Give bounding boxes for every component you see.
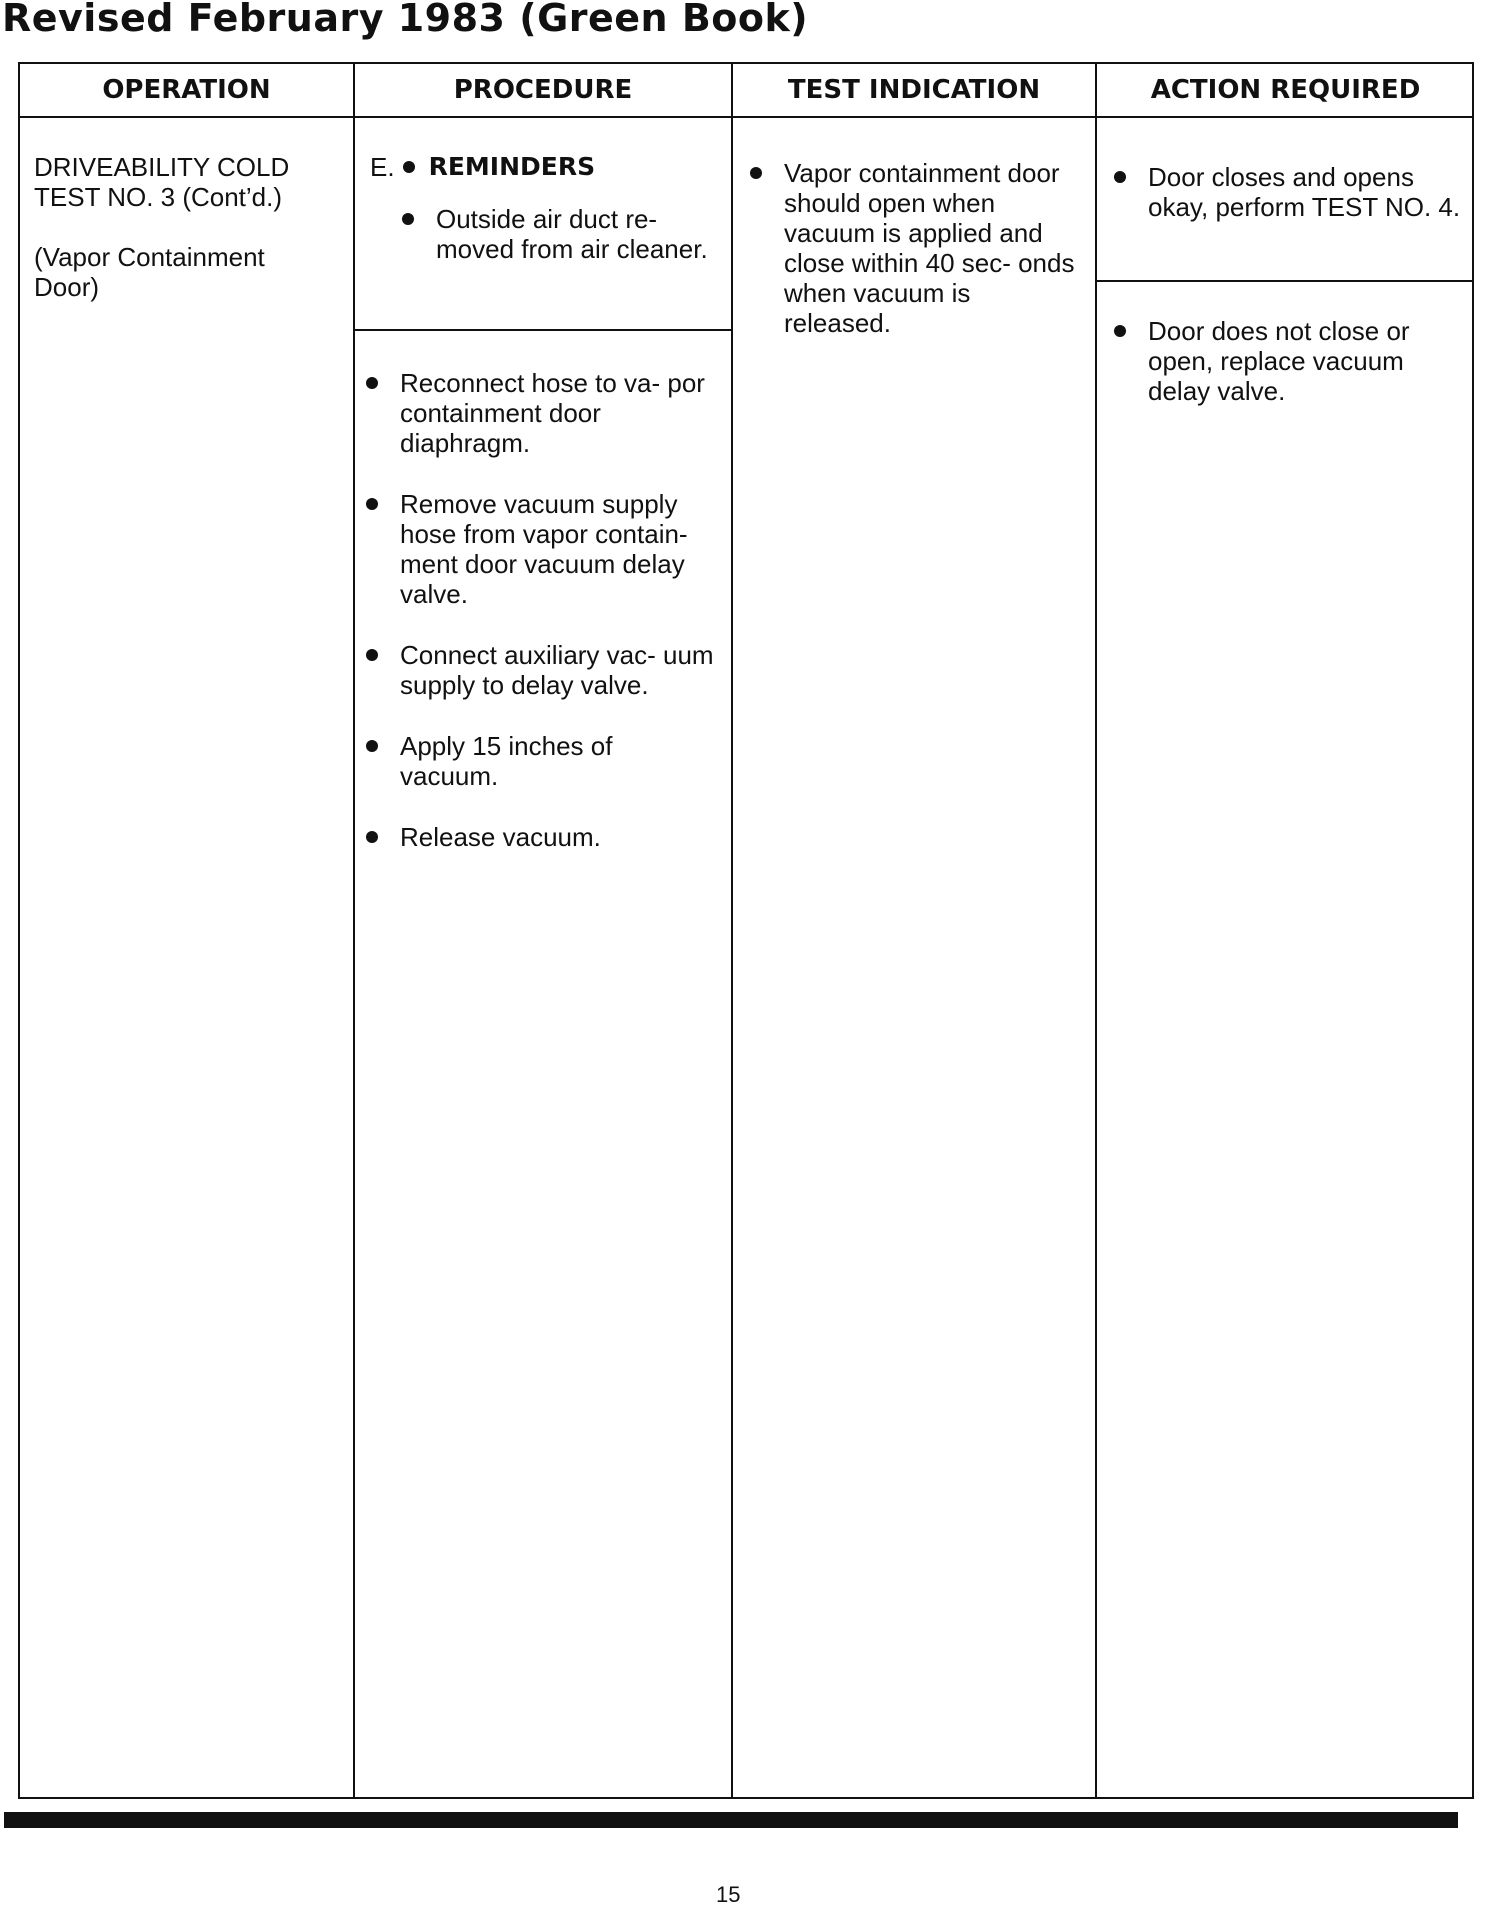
step-text: Apply 15 inches of vacuum. bbox=[400, 731, 613, 791]
step-text: Remove vacuum supply hose from vapor contain- ment door vacuum delay valve. bbox=[400, 489, 688, 609]
step-text: Connect auxiliary vac- uum supply to delay valve. bbox=[400, 640, 714, 700]
bullet-icon bbox=[366, 831, 378, 843]
list-item bbox=[400, 204, 710, 264]
column-header-procedure: PROCEDURE bbox=[453, 75, 633, 105]
action-text: Door closes and opens okay, perform TEST NO. 4. bbox=[1148, 162, 1461, 222]
column-divider bbox=[731, 64, 733, 1797]
step-text: Reconnect hose to va- por containment door diaphragm. bbox=[400, 368, 705, 458]
list-item bbox=[364, 489, 714, 609]
reminders-block bbox=[370, 152, 710, 295]
test-indication-cell bbox=[748, 158, 1083, 369]
bullet-icon bbox=[366, 498, 378, 510]
bullet-icon bbox=[402, 213, 414, 225]
operation-subtitle-line: (Vapor Containment bbox=[34, 242, 265, 272]
action-text: Door does not close or open, replace vacuum delay valve. bbox=[1148, 316, 1410, 406]
reminders-heading bbox=[370, 152, 710, 182]
step-text: Release vacuum. bbox=[400, 822, 601, 852]
list-item bbox=[1112, 162, 1462, 222]
row-divider bbox=[1095, 280, 1472, 282]
list-item bbox=[1112, 316, 1462, 406]
page-title: Revised February 1983 (Green Book) bbox=[2, 0, 809, 40]
column-header-action-required: ACTION REQUIRED bbox=[1150, 75, 1421, 105]
action-cell-1 bbox=[1112, 162, 1462, 253]
procedure-table bbox=[18, 62, 1474, 1799]
column-divider bbox=[353, 64, 355, 1797]
operation-subtitle-line: Door) bbox=[34, 272, 100, 302]
bullet-icon bbox=[366, 740, 378, 752]
list-item bbox=[364, 822, 714, 852]
list-item bbox=[364, 368, 714, 458]
row-divider bbox=[353, 329, 731, 331]
procedure-steps bbox=[364, 368, 714, 883]
header-divider bbox=[20, 116, 1472, 118]
list-item bbox=[364, 731, 714, 791]
bullet-icon bbox=[403, 161, 415, 173]
bullet-icon bbox=[366, 377, 378, 389]
action-cell-2 bbox=[1112, 316, 1462, 437]
bullet-icon bbox=[1114, 171, 1126, 183]
step-letter: E. bbox=[370, 152, 395, 182]
reminder-text: Outside air duct re- moved from air cleaner. bbox=[436, 204, 708, 264]
column-divider bbox=[1095, 64, 1097, 1797]
operation-cell bbox=[34, 152, 334, 302]
list-item bbox=[364, 640, 714, 700]
bullet-icon bbox=[750, 167, 762, 179]
reminders-title: REMINDERS bbox=[428, 152, 596, 181]
operation-title-line: DRIVEABILITY COLD bbox=[34, 152, 290, 182]
column-header-test-indication: TEST INDICATION bbox=[787, 75, 1041, 105]
bullet-icon bbox=[366, 649, 378, 661]
list-item bbox=[748, 158, 1083, 338]
operation-title-line: TEST NO. 3 (Cont’d.) bbox=[34, 182, 283, 212]
page-number: 15 bbox=[716, 1882, 741, 1907]
column-header-operation: OPERATION bbox=[102, 75, 271, 105]
bullet-icon bbox=[1114, 325, 1126, 337]
test-indication-text: Vapor containment door should open when vacuum is applied and close within 40 sec- onds when vacuum is released. bbox=[784, 158, 1075, 338]
footer-rule bbox=[4, 1812, 1458, 1828]
